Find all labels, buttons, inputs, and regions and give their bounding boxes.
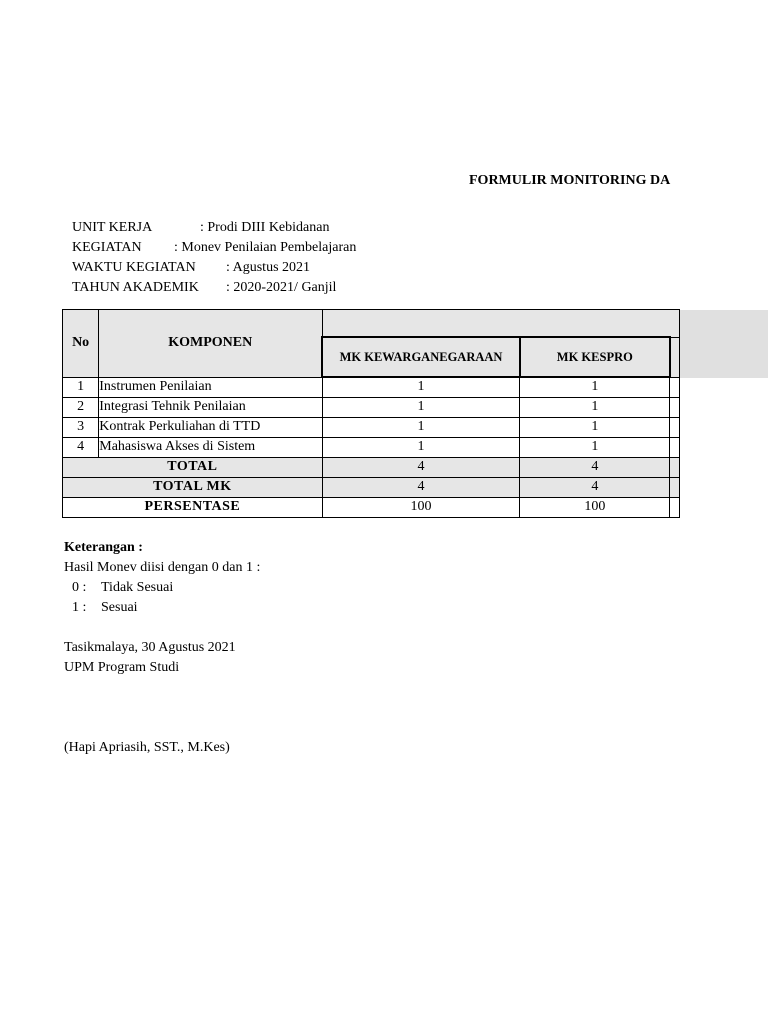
row-mk2-value: 1 [520,377,670,397]
row-no: 2 [63,397,99,417]
persentase-mk1-value: 100 [322,497,520,517]
option-code: 0 : [72,580,87,595]
info-value: : 2020-2021/ Ganjil [226,280,337,295]
signer-unit: UPM Program Studi [64,660,180,675]
info-value: : Prodi DIII Kebidanan [200,220,330,235]
persentase-row [63,497,680,517]
notes-intro: Hasil Monev diisi dengan 0 dan 1 : [64,560,261,575]
info-value: : Agustus 2021 [226,260,311,275]
total-mk-overflow [670,477,680,497]
table-row [63,377,680,397]
row-mk2-value: 1 [520,437,670,457]
row-mk1-value: 1 [322,377,520,397]
row-no: 1 [63,377,99,397]
total-row [63,457,680,477]
row-mk2-value: 1 [520,417,670,437]
signatory-name: (Hapi Apriasih, SST., M.Kes) [64,740,230,755]
total-mk-mk1-value: 4 [322,477,520,497]
row-mk1-value: 1 [322,437,520,457]
table-row [63,397,680,417]
persentase-overflow [670,497,680,517]
total-overflow [670,457,680,477]
header-komponen: KOMPONEN [99,310,322,378]
info-label: UNIT KERJA [72,220,153,235]
total-mk2-value: 4 [520,457,670,477]
spreadsheet-overflow-panel [680,310,768,378]
table-row [63,417,680,437]
row-komponen: Instrumen Penilaian [99,377,322,397]
row-komponen: Kontrak Perkuliahan di TTD [99,417,322,437]
info-label: WAKTU KEGIATAN [72,260,196,275]
row-overflow [670,377,680,397]
total-mk1-value: 4 [322,457,520,477]
total-mk-label: TOTAL MK [63,477,323,497]
row-no: 4 [63,437,99,457]
row-komponen: Integrasi Tehnik Penilaian [99,397,322,417]
header-mk-kespro: MK KESPRO [520,337,670,377]
row-mk1-value: 1 [322,417,520,437]
row-overflow [670,397,680,417]
option-desc: Sesuai [101,600,138,615]
notes-option [64,578,260,598]
notes-heading: Keterangan : [64,540,143,555]
row-mk1-value: 1 [322,397,520,417]
persentase-label: PERSENTASE [63,497,323,517]
total-mk-mk2-value: 4 [520,477,670,497]
table-row [63,437,680,457]
signature-block [64,638,236,678]
row-komponen: Mahasiswa Akses di Sistem [99,437,322,457]
persentase-mk2-value: 100 [520,497,670,517]
row-mk2-value: 1 [520,397,670,417]
header-no: No [63,310,99,378]
form-title: FORMULIR MONITORING DA [469,173,671,188]
info-value: : Monev Penilaian Pembelajaran [174,240,357,255]
row-overflow [670,437,680,457]
header-mk-kewarganegaraan: MK KEWARGANEGARAAN [322,337,520,377]
row-overflow [670,417,680,437]
header-group [322,310,679,338]
notes-section [64,538,260,618]
place-date: Tasikmalaya, 30 Agustus 2021 [64,640,236,655]
total-label: TOTAL [63,457,323,477]
row-no: 3 [63,417,99,437]
monitoring-table [62,309,680,518]
info-label: TAHUN AKADEMIK [72,280,199,295]
info-label: KEGIATAN [72,240,142,255]
header-overflow [670,337,680,377]
option-desc: Tidak Sesuai [101,580,174,595]
total-mk-row [63,477,680,497]
option-code: 1 : [72,600,87,615]
notes-option [64,598,260,618]
